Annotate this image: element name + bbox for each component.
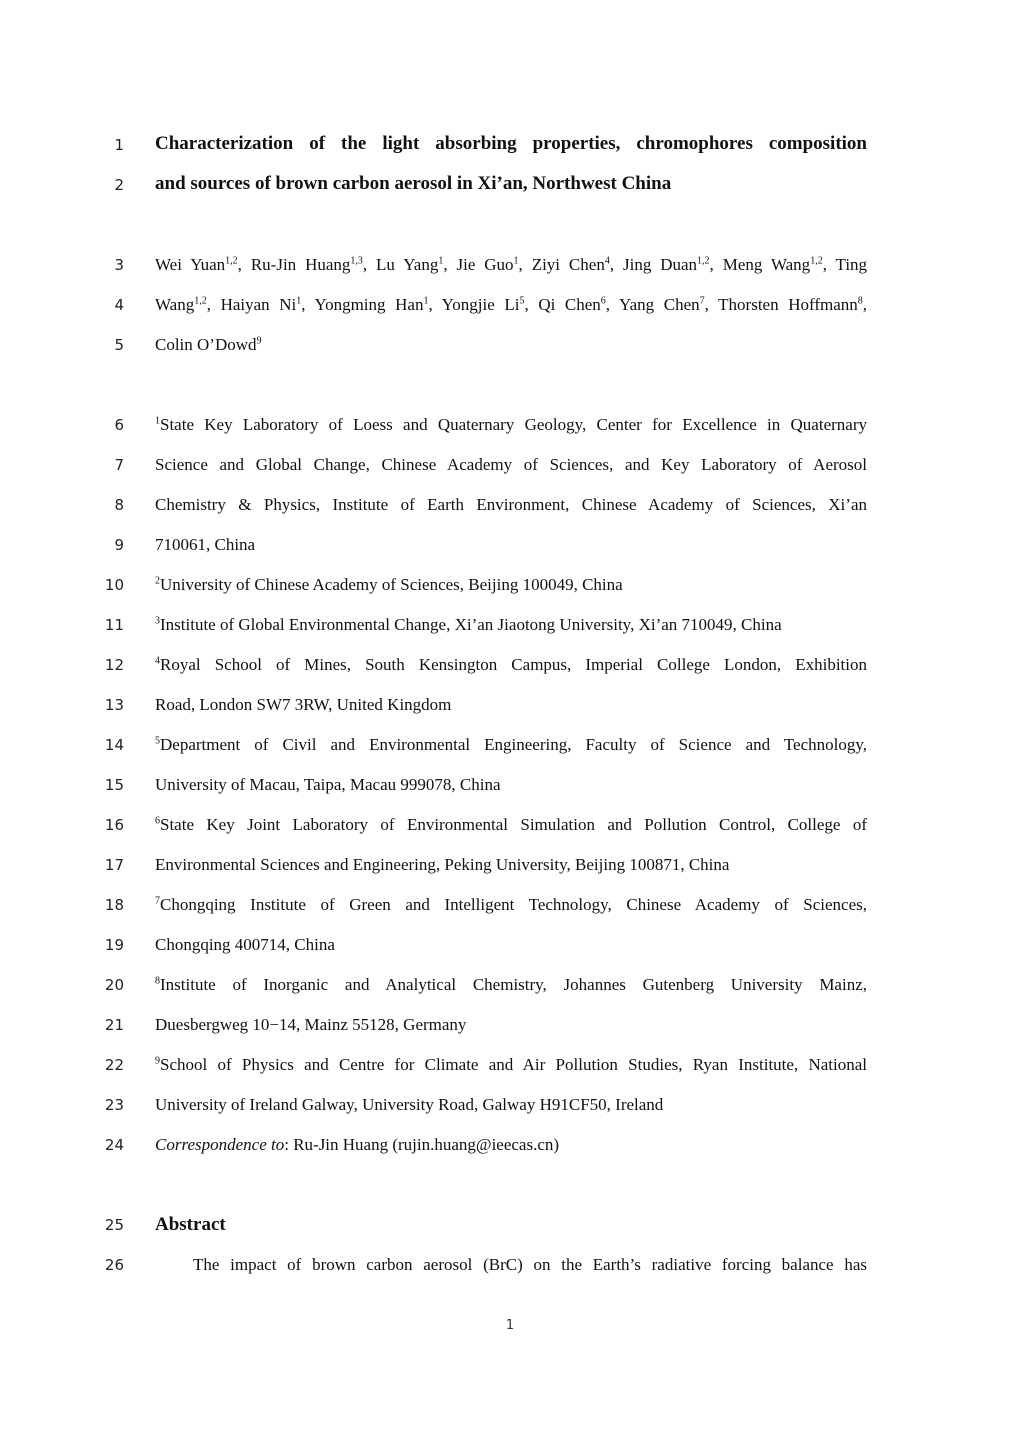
author-name: Yongjie Li [441, 295, 520, 314]
affiliation-3 [155, 615, 867, 635]
line-number: 5 [114, 336, 124, 354]
affiliation-text: Institute of Inorganic and Analytical Chemistry, Johannes Gutenberg University Mainz, [160, 975, 867, 994]
author-name: Yang Chen [619, 295, 700, 314]
affiliation-7-cont: Chongqing 400714, China [155, 935, 335, 954]
affiliation-number: 1 [155, 415, 160, 427]
line-number: 6 [114, 416, 124, 434]
affiliation-number: 3 [155, 615, 160, 627]
affiliation-8-cont: Duesbergweg 10−14, Mainz 55128, Germany [155, 1015, 467, 1034]
affiliation-1-cont: Science and Global Change, Chinese Academy of Sciences, and Key Laboratory of Aerosol [155, 455, 867, 474]
author-affiliation: 7 [699, 295, 705, 307]
author-name: Jie Guo [456, 255, 514, 274]
line-number: 2 [114, 176, 124, 194]
affiliation-text: State Key Joint Laboratory of Environmental Simulation and Pollution Control, College of [160, 815, 867, 834]
line-number: 26 [104, 1256, 124, 1274]
correspondence-text: : Ru-Jin Huang (rujin.huang@ieecas.cn) [284, 1135, 560, 1154]
affiliation-1 [155, 415, 867, 435]
author-affiliation: 5 [519, 295, 525, 307]
line-number: 4 [114, 296, 124, 314]
author-affiliation: 1 [513, 255, 519, 267]
line-number: 13 [104, 696, 124, 714]
line-number: 21 [104, 1016, 124, 1034]
line-number: 10 [104, 576, 124, 594]
affiliation-number: 9 [155, 1055, 160, 1067]
author-name: Wei Yuan [155, 255, 226, 274]
author-name: Ziyi Chen [531, 255, 605, 274]
page-number: 1 [505, 1318, 515, 1333]
line-number: 16 [104, 816, 124, 834]
line-number: 9 [114, 536, 124, 554]
affiliation-text: School of Physics and Centre for Climate and Air Pollution Studies, Ryan Institute, National [160, 1055, 867, 1074]
line-number: 17 [104, 856, 124, 874]
author-name: Colin O’Dowd [155, 335, 257, 354]
line-number: 19 [104, 936, 124, 954]
author-name: Qi Chen [538, 295, 601, 314]
line-number: 1 [114, 136, 124, 154]
author-name: Yongming Han [314, 295, 424, 314]
affiliation-number: 4 [155, 655, 160, 667]
author-affiliation: 9 [256, 335, 262, 347]
author-affiliation: 1,2 [697, 255, 710, 267]
author-name: Thorsten Hoffmann [718, 295, 858, 314]
affiliation-5 [155, 735, 867, 755]
affiliation-text: State Key Laboratory of Loess and Quaternary Geology, Center for Excellence in Quaternary [160, 415, 867, 434]
author-affiliation: 1 [438, 255, 444, 267]
line-number: 3 [114, 256, 124, 274]
author-affiliation: 8 [857, 295, 863, 307]
line-number: 8 [114, 496, 124, 514]
affiliation-number: 7 [155, 895, 160, 907]
affiliation-number: 8 [155, 975, 160, 987]
affiliation-9 [155, 1055, 867, 1075]
affiliation-4-cont: Road, London SW7 3RW, United Kingdom [155, 695, 452, 714]
author-affiliation: 1,2 [810, 255, 823, 267]
author-affiliation: 1,2 [194, 295, 207, 307]
affiliation-1-cont: Chemistry & Physics, Institute of Earth Environment, Chinese Academy of Sciences, Xi’an [155, 495, 867, 514]
line-number: 7 [114, 456, 124, 474]
author-list-line-2: Wang$^{1,2}$, Haiyan Ni$^1$, Yongming Han$^1$, Yongjie Li$^5$, Qi Chen$^6$, Yang Chen$^7$, Thorsten Hoffmann$^8$, [155, 295, 868, 314]
line-number: 12 [104, 656, 124, 674]
affiliation-4 [155, 655, 867, 675]
abstract-first-line: The impact of brown carbon aerosol (BrC) on the Earth’s radiative forcing balance has [193, 1255, 867, 1274]
author-list-line-3 [155, 335, 867, 355]
affiliation-8 [155, 975, 867, 995]
line-number: 24 [104, 1136, 124, 1154]
line-number: 20 [104, 976, 124, 994]
affiliation-2 [155, 575, 867, 595]
line-number: 15 [104, 776, 124, 794]
affiliation-number: 6 [155, 815, 160, 827]
affiliation-text: Department of Civil and Environmental Engineering, Faculty of Science and Technology, [160, 735, 867, 754]
author-affiliation: 4 [604, 255, 610, 267]
author-list-line-1: Wei Yuan$^{1,2}$, Ru-Jin Huang$^{1,3}$, Lu Yang$^1$, Jie Guo$^1$, Ziyi Chen$^4$, Jing Duan$^{1,2}$, Meng Wang$^{1,2}$, Ting [155, 255, 868, 274]
correspondence [155, 1135, 867, 1155]
affiliation-text: Chongqing Institute of Green and Intelligent Technology, Chinese Academy of Sciences, [160, 895, 867, 914]
affiliation-text: Institute of Global Environmental Change, Xi’an Jiaotong University, Xi’an 710049, China [160, 615, 782, 634]
author-affiliation: 1,3 [350, 255, 363, 267]
affiliation-6 [155, 815, 867, 835]
author-name: Meng Wang [722, 255, 811, 274]
affiliation-number: 2 [155, 575, 160, 587]
author-name: Jing Duan [622, 255, 698, 274]
affiliation-text: Royal School of Mines, South Kensington Campus, Imperial College London, Exhibition [160, 655, 867, 674]
affiliation-9-cont: University of Ireland Galway, University Road, Galway H91CF50, Ireland [155, 1095, 664, 1114]
affiliation-7 [155, 895, 867, 915]
author-name: Lu Yang [376, 255, 439, 274]
author-affiliation: 1,2 [225, 255, 238, 267]
author-affiliation: 6 [600, 295, 606, 307]
author-affiliation: 1 [423, 295, 429, 307]
author-name: Haiyan Ni [220, 295, 297, 314]
line-number: 11 [104, 616, 124, 634]
line-number: 25 [104, 1216, 124, 1234]
paper-title-line-2: and sources of brown carbon aerosol in Xi’an, Northwest China [155, 173, 672, 194]
correspondence-label: Correspondence to [155, 1135, 285, 1154]
line-number: 23 [104, 1096, 124, 1114]
line-number: 22 [104, 1056, 124, 1074]
line-number: 14 [104, 736, 124, 754]
affiliation-1-cont: 710061, China [155, 535, 256, 554]
line-number: 18 [104, 896, 124, 914]
affiliation-number: 5 [155, 735, 160, 747]
author-affiliation: 1 [296, 295, 302, 307]
abstract-heading: Abstract [155, 1214, 226, 1235]
paper-title-line-1: Characterization of the light absorbing properties, chromophores composition [155, 133, 867, 154]
affiliation-6-cont: Environmental Sciences and Engineering, Peking University, Beijing 100871, China [155, 855, 730, 874]
author-name: Ru-Jin Huang [250, 255, 351, 274]
affiliation-5-cont: University of Macau, Taipa, Macau 999078, China [155, 775, 501, 794]
affiliation-text: University of Chinese Academy of Sciences, Beijing 100049, China [160, 575, 623, 594]
